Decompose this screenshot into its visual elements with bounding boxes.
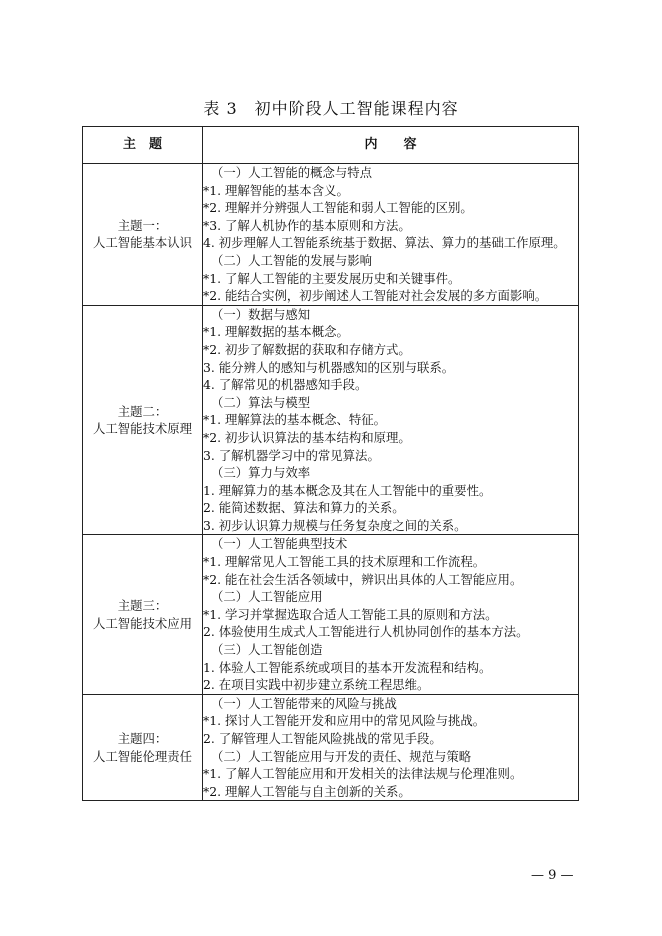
content-item: *3. 了解人机协作的基本原则和方法。 (203, 217, 411, 233)
section-heading: （一）数据与感知 (211, 306, 311, 322)
content-item: *1. 探讨人工智能开发和应用中的常见风险与挑战。 (203, 713, 486, 729)
header-topic: 主 题 (83, 127, 203, 164)
content-item: *2. 初步了解数据的获取和存储方式。 (203, 341, 411, 357)
content-item: *2. 能结合实例，初步阐述人工智能对社会发展的多方面影响。 (203, 288, 548, 304)
content-cell (203, 535, 579, 694)
content-item: 2. 了解管理人工智能风险挑战的常见手段。 (203, 731, 442, 746)
section-heading: （二）人工智能应用 (211, 589, 323, 605)
section-heading: （三）算力与效率 (211, 465, 311, 481)
topic-cell (83, 305, 203, 535)
header-content: 内 容 (203, 127, 579, 164)
content-item: *2. 能在社会生活各领域中，辨识出具体的人工智能应用。 (203, 571, 523, 587)
content-item: *1. 理解数据的基本概念。 (203, 324, 349, 340)
page-number: — 9 — (531, 868, 574, 883)
section-heading: （一）人工智能带来的风险与挑战 (211, 695, 397, 711)
topic-title: 人工智能基本认识 (92, 235, 193, 251)
content-item: *1. 了解人工智能的主要发展历史和关键事件。 (203, 270, 461, 286)
content-item: 2. 能简述数据、算法和算力的关系。 (203, 500, 405, 516)
topic-title: 人工智能技术应用 (92, 615, 193, 631)
section-heading: （三）人工智能创造 (211, 642, 323, 658)
content-item: *1. 理解智能的基本含义。 (203, 182, 349, 198)
topic-number: 主题三： (117, 598, 168, 614)
content-item: *1. 学习并掌握选取合适人工智能工具的原则和方法。 (203, 606, 498, 622)
content-item: *2. 理解人工智能与自主创新的关系。 (203, 783, 411, 799)
topic-cell (83, 164, 203, 306)
content-cell (203, 164, 579, 306)
content-item: 2. 在项目实践中初步建立系统工程思维。 (203, 677, 430, 693)
curriculum-table (82, 126, 579, 801)
content-item: *2. 理解并分辨强人工智能和弱人工智能的区别。 (203, 200, 473, 216)
content-cell (203, 694, 579, 801)
topic-cell (83, 535, 203, 694)
section-heading: （二）人工智能的发展与影响 (211, 252, 373, 268)
table-row (83, 535, 579, 694)
content-item: 3. 了解机器学习中的常见算法。 (203, 447, 380, 463)
section-heading: （二）算法与模型 (211, 394, 311, 410)
content-item: 3. 能分辨人的感知与机器感知的区别与联系。 (203, 359, 455, 375)
content-item: *1. 了解人工智能应用和开发相关的法律法规与伦理准则。 (203, 766, 523, 782)
topic-number: 主题二： (117, 403, 168, 419)
table-caption: 表 3 初中阶段人工智能课程内容 (203, 99, 459, 118)
table-header-row (83, 127, 579, 164)
content-item: 1. 体验人工智能系统或项目的基本开发流程和结构。 (203, 659, 492, 675)
content-cell (203, 305, 579, 535)
content-item: *1. 理解常见人工智能工具的技术原理和工作流程。 (203, 554, 486, 570)
content-item: 4. 初步理解人工智能系统基于数据、算法、算力的基础工作原理。 (203, 235, 566, 251)
topic-number: 主题四： (117, 731, 168, 746)
topic-cell (83, 694, 203, 801)
content-item: *1. 理解算法的基本概念、特征。 (203, 412, 387, 428)
section-heading: （一）人工智能的概念与特点 (211, 165, 373, 180)
content-item: 3. 初步认识算力规模与任务复杂度之间的关系。 (203, 517, 467, 533)
table-row (83, 164, 579, 306)
section-heading: （二）人工智能应用与开发的责任、规范与策略 (211, 748, 472, 764)
topic-title: 人工智能伦理责任 (92, 748, 193, 764)
table-row (83, 694, 579, 801)
content-item: 1. 理解算力的基本概念及其在人工智能中的重要性。 (203, 482, 492, 498)
topic-number: 主题一： (117, 217, 168, 233)
section-heading: （一）人工智能典型技术 (211, 536, 348, 552)
content-item: 4. 了解常见的机器感知手段。 (203, 377, 368, 393)
topic-title: 人工智能技术原理 (92, 421, 193, 437)
table-row (83, 305, 579, 535)
content-item: *2. 初步认识算法的基本结构和原理。 (203, 429, 411, 445)
content-item: 2. 体验使用生成式人工智能进行人机协同创作的基本方法。 (203, 624, 529, 640)
